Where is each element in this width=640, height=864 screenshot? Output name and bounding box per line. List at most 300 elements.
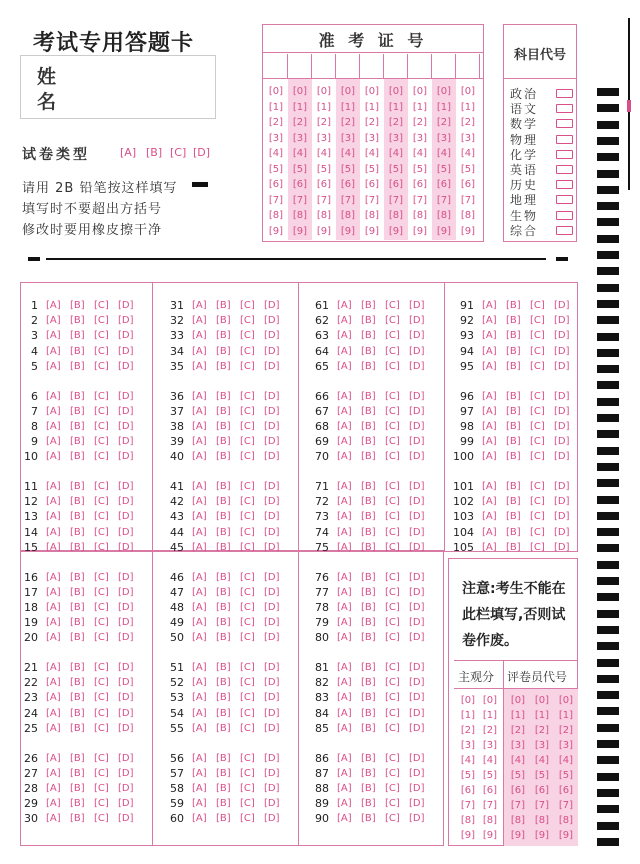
grader-code-bubble[interactable]: [0]: [534, 695, 550, 706]
exam-digit-entry[interactable]: [456, 54, 480, 78]
exam-digit-bubble[interactable]: [2]: [364, 117, 380, 128]
answer-bubble[interactable]: [A]: [46, 360, 61, 372]
answer-bubble[interactable]: [B]: [216, 813, 231, 825]
answer-bubble[interactable]: [A]: [337, 677, 352, 689]
answer-bubble[interactable]: [A]: [46, 692, 61, 704]
answer-bubble[interactable]: [C]: [94, 707, 109, 719]
answer-bubble[interactable]: [B]: [216, 617, 231, 629]
exam-digit-bubble[interactable]: [7]: [388, 194, 404, 206]
answer-bubble[interactable]: [A]: [46, 541, 61, 553]
answer-bubble[interactable]: [D]: [118, 496, 134, 508]
answer-bubble[interactable]: [A]: [192, 632, 207, 644]
answer-bubble[interactable]: [D]: [554, 436, 570, 448]
answer-bubble[interactable]: [D]: [118, 632, 134, 644]
answer-bubble[interactable]: [C]: [94, 722, 109, 734]
answer-bubble[interactable]: [B]: [361, 330, 376, 342]
answer-bubble[interactable]: [C]: [385, 677, 400, 689]
subjective-score-bubble[interactable]: [5]: [482, 770, 498, 781]
answer-bubble[interactable]: [A]: [337, 511, 352, 523]
answer-bubble[interactable]: [C]: [385, 451, 400, 463]
answer-bubble[interactable]: [D]: [118, 300, 134, 311]
answer-bubble[interactable]: [A]: [46, 300, 61, 311]
grader-code-bubble[interactable]: [6]: [558, 785, 574, 796]
grader-code-bubble[interactable]: [9]: [558, 830, 574, 841]
answer-bubble[interactable]: [B]: [361, 662, 376, 673]
answer-bubble[interactable]: [C]: [385, 662, 400, 673]
answer-bubble[interactable]: [D]: [264, 541, 280, 553]
subjective-score-bubble[interactable]: [9]: [482, 830, 498, 841]
grader-code-bubble[interactable]: [1]: [558, 710, 574, 721]
grader-code-bubble[interactable]: [6]: [534, 785, 550, 796]
exam-digit-bubble[interactable]: [7]: [268, 194, 284, 206]
answer-bubble[interactable]: [D]: [118, 420, 134, 432]
answer-bubble[interactable]: [D]: [409, 420, 425, 432]
answer-bubble[interactable]: [B]: [70, 496, 85, 508]
answer-bubble[interactable]: [C]: [94, 360, 109, 372]
answer-bubble[interactable]: [D]: [264, 752, 280, 764]
answer-bubble[interactable]: [C]: [94, 692, 109, 704]
exam-digit-bubble[interactable]: [7]: [460, 194, 476, 206]
answer-bubble[interactable]: [A]: [46, 707, 61, 719]
answer-bubble[interactable]: [D]: [264, 330, 280, 342]
exam-digit-bubble[interactable]: [0]: [364, 86, 380, 97]
paper-type-bubble-c[interactable]: [C]: [170, 146, 187, 159]
grader-code-bubble[interactable]: [2]: [534, 725, 550, 736]
answer-bubble[interactable]: [A]: [337, 420, 352, 432]
subjective-score-bubble[interactable]: [3]: [460, 740, 476, 751]
answer-bubble[interactable]: [A]: [46, 436, 61, 448]
answer-bubble[interactable]: [D]: [409, 692, 425, 704]
answer-bubble[interactable]: [A]: [337, 451, 352, 463]
answer-bubble[interactable]: [C]: [385, 722, 400, 734]
subject-bubble[interactable]: [556, 226, 573, 235]
answer-bubble[interactable]: [C]: [385, 315, 400, 327]
answer-bubble[interactable]: [D]: [264, 496, 280, 508]
answer-bubble[interactable]: [B]: [216, 707, 231, 719]
answer-bubble[interactable]: [B]: [216, 390, 231, 402]
answer-bubble[interactable]: [A]: [337, 782, 352, 794]
subject-bubble[interactable]: [556, 211, 573, 220]
subject-bubble[interactable]: [556, 104, 573, 113]
answer-bubble[interactable]: [D]: [118, 782, 134, 794]
subjective-score-bubble[interactable]: [2]: [460, 725, 476, 736]
answer-bubble[interactable]: [A]: [337, 315, 352, 327]
answer-bubble[interactable]: [C]: [530, 541, 545, 553]
answer-bubble[interactable]: [C]: [94, 315, 109, 327]
answer-bubble[interactable]: [C]: [94, 632, 109, 644]
exam-digit-entry[interactable]: [336, 54, 360, 78]
answer-bubble[interactable]: [A]: [337, 813, 352, 825]
subjective-score-bubble[interactable]: [8]: [482, 815, 498, 826]
exam-digit-bubble[interactable]: [1]: [316, 101, 332, 113]
answer-bubble[interactable]: [A]: [192, 360, 207, 372]
answer-bubble[interactable]: [B]: [70, 436, 85, 448]
answer-bubble[interactable]: [C]: [385, 420, 400, 432]
answer-bubble[interactable]: [A]: [192, 662, 207, 673]
answer-bubble[interactable]: [C]: [94, 571, 109, 583]
answer-bubble[interactable]: [A]: [46, 571, 61, 583]
answer-bubble[interactable]: [D]: [264, 677, 280, 689]
answer-bubble[interactable]: [A]: [192, 586, 207, 598]
answer-bubble[interactable]: [A]: [482, 345, 497, 357]
answer-bubble[interactable]: [B]: [361, 315, 376, 327]
exam-digit-bubble[interactable]: [5]: [436, 163, 452, 175]
exam-digit-bubble[interactable]: [2]: [436, 117, 452, 128]
answer-bubble[interactable]: [A]: [337, 330, 352, 342]
answer-bubble[interactable]: [D]: [118, 360, 134, 372]
subjective-score-bubble[interactable]: [0]: [482, 695, 498, 706]
grader-code-bubble[interactable]: [7]: [558, 800, 574, 811]
answer-bubble[interactable]: [A]: [46, 662, 61, 673]
exam-digit-bubble[interactable]: [0]: [316, 86, 332, 97]
exam-digit-bubble[interactable]: [4]: [436, 148, 452, 159]
answer-bubble[interactable]: [A]: [337, 767, 352, 779]
answer-bubble[interactable]: [B]: [70, 345, 85, 357]
answer-bubble[interactable]: [D]: [264, 315, 280, 327]
answer-bubble[interactable]: [C]: [94, 436, 109, 448]
exam-digit-bubble[interactable]: [2]: [268, 117, 284, 128]
answer-bubble[interactable]: [B]: [216, 541, 231, 553]
answer-bubble[interactable]: [D]: [264, 511, 280, 523]
answer-bubble[interactable]: [A]: [337, 436, 352, 448]
exam-digit-bubble[interactable]: [2]: [292, 117, 308, 128]
grader-code-bubble[interactable]: [8]: [510, 815, 526, 826]
answer-bubble[interactable]: [C]: [94, 541, 109, 553]
answer-bubble[interactable]: [B]: [361, 541, 376, 553]
answer-bubble[interactable]: [A]: [46, 420, 61, 432]
answer-bubble[interactable]: [D]: [118, 813, 134, 825]
exam-digit-bubble[interactable]: [0]: [292, 86, 308, 97]
exam-digit-bubble[interactable]: [6]: [340, 179, 356, 190]
answer-bubble[interactable]: [C]: [94, 617, 109, 629]
answer-bubble[interactable]: [C]: [94, 677, 109, 689]
answer-bubble[interactable]: [D]: [409, 405, 425, 417]
exam-digit-entry[interactable]: [432, 54, 456, 78]
exam-digit-bubble[interactable]: [1]: [292, 101, 308, 113]
exam-digit-bubble[interactable]: [7]: [412, 194, 428, 206]
answer-bubble[interactable]: [A]: [192, 752, 207, 764]
answer-bubble[interactable]: [D]: [409, 541, 425, 553]
answer-bubble[interactable]: [A]: [192, 420, 207, 432]
answer-bubble[interactable]: [D]: [409, 315, 425, 327]
answer-bubble[interactable]: [B]: [361, 798, 376, 810]
answer-bubble[interactable]: [D]: [264, 526, 280, 538]
answer-bubble[interactable]: [B]: [361, 526, 376, 538]
answer-bubble[interactable]: [A]: [337, 692, 352, 704]
answer-bubble[interactable]: [B]: [216, 571, 231, 583]
grader-code-bubble[interactable]: [5]: [534, 770, 550, 781]
answer-bubble[interactable]: [D]: [409, 813, 425, 825]
grader-code-bubble[interactable]: [9]: [534, 830, 550, 841]
answer-bubble[interactable]: [D]: [554, 526, 570, 538]
answer-bubble[interactable]: [A]: [337, 390, 352, 402]
answer-bubble[interactable]: [D]: [118, 330, 134, 342]
answer-bubble[interactable]: [D]: [118, 707, 134, 719]
answer-bubble[interactable]: [B]: [70, 632, 85, 644]
answer-bubble[interactable]: [A]: [46, 722, 61, 734]
answer-bubble[interactable]: [B]: [216, 300, 231, 311]
exam-digit-bubble[interactable]: [9]: [412, 225, 428, 237]
exam-digit-bubble[interactable]: [9]: [316, 225, 332, 237]
answer-bubble[interactable]: [C]: [530, 390, 545, 402]
answer-bubble[interactable]: [A]: [337, 662, 352, 673]
answer-bubble[interactable]: [B]: [506, 360, 521, 372]
exam-digit-bubble[interactable]: [7]: [436, 194, 452, 206]
exam-digit-bubble[interactable]: [1]: [268, 101, 284, 113]
answer-bubble[interactable]: [B]: [216, 677, 231, 689]
subjective-score-bubble[interactable]: [1]: [460, 710, 476, 721]
exam-digit-bubble[interactable]: [0]: [460, 86, 476, 97]
answer-bubble[interactable]: [A]: [192, 677, 207, 689]
answer-bubble[interactable]: [A]: [482, 511, 497, 523]
answer-bubble[interactable]: [B]: [361, 782, 376, 794]
answer-bubble[interactable]: [C]: [240, 677, 255, 689]
answer-bubble[interactable]: [A]: [192, 526, 207, 538]
answer-bubble[interactable]: [A]: [482, 405, 497, 417]
answer-bubble[interactable]: [B]: [216, 405, 231, 417]
exam-digit-bubble[interactable]: [5]: [292, 163, 308, 175]
answer-bubble[interactable]: [C]: [530, 315, 545, 327]
grader-code-bubble[interactable]: [7]: [510, 800, 526, 811]
answer-bubble[interactable]: [A]: [192, 511, 207, 523]
answer-bubble[interactable]: [D]: [264, 601, 280, 613]
answer-bubble[interactable]: [A]: [337, 481, 352, 492]
answer-bubble[interactable]: [B]: [361, 722, 376, 734]
answer-bubble[interactable]: [D]: [554, 360, 570, 372]
answer-bubble[interactable]: [C]: [530, 405, 545, 417]
exam-digit-bubble[interactable]: [8]: [364, 210, 380, 221]
answer-bubble[interactable]: [D]: [409, 345, 425, 357]
answer-bubble[interactable]: [B]: [216, 315, 231, 327]
subjective-score-bubble[interactable]: [1]: [482, 710, 498, 721]
subjective-score-bubble[interactable]: [9]: [460, 830, 476, 841]
answer-bubble[interactable]: [B]: [70, 677, 85, 689]
answer-bubble[interactable]: [A]: [482, 526, 497, 538]
answer-bubble[interactable]: [B]: [70, 813, 85, 825]
exam-digit-bubble[interactable]: [1]: [436, 101, 452, 113]
answer-bubble[interactable]: [D]: [409, 662, 425, 673]
answer-bubble[interactable]: [C]: [240, 722, 255, 734]
answer-bubble[interactable]: [D]: [409, 722, 425, 734]
answer-bubble[interactable]: [A]: [337, 601, 352, 613]
exam-digit-bubble[interactable]: [1]: [340, 101, 356, 113]
answer-bubble[interactable]: [D]: [264, 798, 280, 810]
answer-bubble[interactable]: [D]: [409, 707, 425, 719]
exam-digit-bubble[interactable]: [8]: [340, 210, 356, 221]
answer-bubble[interactable]: [C]: [240, 436, 255, 448]
answer-bubble[interactable]: [A]: [192, 601, 207, 613]
answer-bubble[interactable]: [D]: [409, 677, 425, 689]
answer-bubble[interactable]: [A]: [46, 586, 61, 598]
exam-digit-bubble[interactable]: [9]: [340, 225, 356, 237]
answer-bubble[interactable]: [C]: [94, 330, 109, 342]
answer-bubble[interactable]: [C]: [385, 767, 400, 779]
answer-bubble[interactable]: [B]: [361, 360, 376, 372]
answer-bubble[interactable]: [D]: [409, 526, 425, 538]
grader-code-bubble[interactable]: [0]: [510, 695, 526, 706]
answer-bubble[interactable]: [D]: [409, 360, 425, 372]
answer-bubble[interactable]: [D]: [118, 601, 134, 613]
answer-bubble[interactable]: [D]: [264, 345, 280, 357]
answer-bubble[interactable]: [B]: [216, 692, 231, 704]
answer-bubble[interactable]: [A]: [337, 798, 352, 810]
answer-bubble[interactable]: [B]: [216, 601, 231, 613]
answer-bubble[interactable]: [B]: [506, 345, 521, 357]
subjective-score-bubble[interactable]: [4]: [482, 755, 498, 766]
answer-bubble[interactable]: [C]: [240, 692, 255, 704]
answer-bubble[interactable]: [D]: [264, 767, 280, 779]
subject-bubble[interactable]: [556, 150, 573, 159]
answer-bubble[interactable]: [C]: [530, 511, 545, 523]
exam-digit-bubble[interactable]: [0]: [388, 86, 404, 97]
answer-bubble[interactable]: [C]: [94, 662, 109, 673]
answer-bubble[interactable]: [D]: [118, 345, 134, 357]
answer-bubble[interactable]: [C]: [240, 496, 255, 508]
answer-bubble[interactable]: [C]: [94, 496, 109, 508]
answer-bubble[interactable]: [C]: [240, 782, 255, 794]
answer-bubble[interactable]: [B]: [361, 300, 376, 311]
exam-digit-bubble[interactable]: [6]: [292, 179, 308, 190]
answer-bubble[interactable]: [B]: [70, 315, 85, 327]
answer-bubble[interactable]: [A]: [337, 496, 352, 508]
answer-bubble[interactable]: [B]: [506, 541, 521, 553]
subjective-score-bubble[interactable]: [2]: [482, 725, 498, 736]
answer-bubble[interactable]: [B]: [506, 390, 521, 402]
answer-bubble[interactable]: [A]: [337, 541, 352, 553]
answer-bubble[interactable]: [B]: [216, 496, 231, 508]
answer-bubble[interactable]: [A]: [46, 752, 61, 764]
answer-bubble[interactable]: [C]: [240, 360, 255, 372]
answer-bubble[interactable]: [D]: [409, 782, 425, 794]
answer-bubble[interactable]: [A]: [46, 390, 61, 402]
answer-bubble[interactable]: [A]: [46, 526, 61, 538]
answer-bubble[interactable]: [D]: [118, 451, 134, 463]
exam-digit-bubble[interactable]: [0]: [340, 86, 356, 97]
answer-bubble[interactable]: [A]: [192, 767, 207, 779]
exam-digit-bubble[interactable]: [3]: [412, 132, 428, 144]
answer-bubble[interactable]: [A]: [46, 813, 61, 825]
subject-bubble[interactable]: [556, 180, 573, 189]
answer-bubble[interactable]: [C]: [385, 571, 400, 583]
answer-bubble[interactable]: [D]: [264, 617, 280, 629]
exam-digit-entry[interactable]: [264, 54, 288, 78]
paper-type-bubble-d[interactable]: [D]: [193, 146, 211, 159]
answer-bubble[interactable]: [C]: [385, 526, 400, 538]
answer-bubble[interactable]: [B]: [216, 767, 231, 779]
answer-bubble[interactable]: [C]: [385, 496, 400, 508]
grader-code-bubble[interactable]: [4]: [510, 755, 526, 766]
answer-bubble[interactable]: [B]: [216, 360, 231, 372]
subjective-score-bubble[interactable]: [8]: [460, 815, 476, 826]
answer-bubble[interactable]: [D]: [118, 677, 134, 689]
exam-digit-bubble[interactable]: [8]: [316, 210, 332, 221]
grader-code-bubble[interactable]: [3]: [534, 740, 550, 751]
grader-code-bubble[interactable]: [1]: [534, 710, 550, 721]
answer-bubble[interactable]: [D]: [264, 692, 280, 704]
subjective-score-bubble[interactable]: [6]: [482, 785, 498, 796]
exam-digit-bubble[interactable]: [7]: [340, 194, 356, 206]
paper-type-bubble-b[interactable]: [B]: [146, 146, 163, 159]
answer-bubble[interactable]: [D]: [118, 692, 134, 704]
answer-bubble[interactable]: [B]: [216, 632, 231, 644]
answer-bubble[interactable]: [C]: [530, 300, 545, 311]
answer-bubble[interactable]: [C]: [240, 767, 255, 779]
answer-bubble[interactable]: [C]: [240, 617, 255, 629]
answer-bubble[interactable]: [B]: [506, 405, 521, 417]
answer-bubble[interactable]: [D]: [264, 813, 280, 825]
answer-bubble[interactable]: [D]: [554, 330, 570, 342]
exam-digit-bubble[interactable]: [1]: [388, 101, 404, 113]
answer-bubble[interactable]: [B]: [70, 752, 85, 764]
answer-bubble[interactable]: [A]: [482, 451, 497, 463]
exam-digit-bubble[interactable]: [1]: [364, 101, 380, 113]
answer-bubble[interactable]: [C]: [94, 601, 109, 613]
exam-digit-bubble[interactable]: [6]: [412, 179, 428, 190]
answer-bubble[interactable]: [C]: [240, 601, 255, 613]
exam-digit-bubble[interactable]: [8]: [412, 210, 428, 221]
subjective-score-bubble[interactable]: [7]: [482, 800, 498, 811]
exam-digit-bubble[interactable]: [7]: [292, 194, 308, 206]
answer-bubble[interactable]: [A]: [192, 813, 207, 825]
answer-bubble[interactable]: [C]: [385, 345, 400, 357]
answer-bubble[interactable]: [D]: [118, 571, 134, 583]
subject-bubble[interactable]: [556, 89, 573, 98]
answer-bubble[interactable]: [C]: [240, 798, 255, 810]
exam-digit-bubble[interactable]: [2]: [388, 117, 404, 128]
answer-bubble[interactable]: [D]: [409, 496, 425, 508]
answer-bubble[interactable]: [B]: [70, 707, 85, 719]
exam-digit-bubble[interactable]: [9]: [436, 225, 452, 237]
answer-bubble[interactable]: [C]: [240, 390, 255, 402]
answer-bubble[interactable]: [D]: [118, 436, 134, 448]
answer-bubble[interactable]: [D]: [118, 315, 134, 327]
answer-bubble[interactable]: [C]: [385, 632, 400, 644]
answer-bubble[interactable]: [C]: [240, 405, 255, 417]
answer-bubble[interactable]: [C]: [94, 451, 109, 463]
exam-digit-bubble[interactable]: [3]: [460, 132, 476, 144]
exam-digit-bubble[interactable]: [3]: [340, 132, 356, 144]
answer-bubble[interactable]: [C]: [240, 481, 255, 492]
exam-digit-bubble[interactable]: [2]: [316, 117, 332, 128]
answer-bubble[interactable]: [B]: [506, 481, 521, 492]
grader-code-bubble[interactable]: [4]: [558, 755, 574, 766]
answer-bubble[interactable]: [B]: [70, 662, 85, 673]
exam-digit-bubble[interactable]: [5]: [364, 163, 380, 175]
grader-code-bubble[interactable]: [2]: [558, 725, 574, 736]
answer-bubble[interactable]: [A]: [192, 617, 207, 629]
answer-bubble[interactable]: [A]: [192, 798, 207, 810]
answer-bubble[interactable]: [B]: [70, 586, 85, 598]
grader-code-bubble[interactable]: [1]: [510, 710, 526, 721]
answer-bubble[interactable]: [D]: [409, 300, 425, 311]
exam-digit-bubble[interactable]: [0]: [436, 86, 452, 97]
exam-digit-bubble[interactable]: [9]: [364, 225, 380, 237]
answer-bubble[interactable]: [B]: [506, 330, 521, 342]
answer-bubble[interactable]: [A]: [192, 541, 207, 553]
answer-bubble[interactable]: [A]: [337, 526, 352, 538]
answer-bubble[interactable]: [B]: [70, 405, 85, 417]
exam-digit-bubble[interactable]: [8]: [292, 210, 308, 221]
answer-bubble[interactable]: [A]: [192, 390, 207, 402]
answer-bubble[interactable]: [B]: [361, 752, 376, 764]
answer-bubble[interactable]: [D]: [264, 405, 280, 417]
answer-bubble[interactable]: [B]: [70, 722, 85, 734]
answer-bubble[interactable]: [C]: [94, 420, 109, 432]
answer-bubble[interactable]: [D]: [118, 405, 134, 417]
exam-digit-bubble[interactable]: [8]: [268, 210, 284, 221]
answer-bubble[interactable]: [C]: [385, 330, 400, 342]
answer-bubble[interactable]: [C]: [385, 541, 400, 553]
